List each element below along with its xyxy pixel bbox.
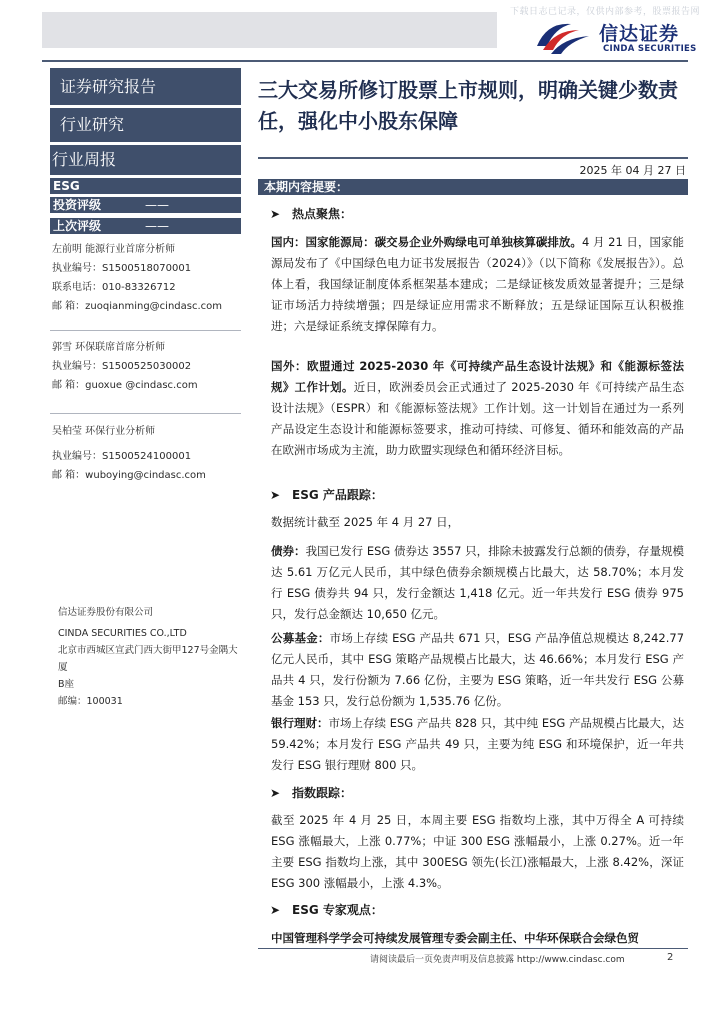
stats-intro: 数据统计截至 2025 年 4 月 27 日， — [271, 515, 460, 529]
funds-body: 市场上存续 ESG 产品共 671 只，ESG 产品净值总规模达 8,242.77 亿元人民币，其中 ESG 策略产品规模占比最大，达 46.66%；本月发行 ESG 产品共 4 只，发行份额为 7.66 亿份，主要为 ESG 策略，近一年共发行 ESG 公募基金 153 只，发行总份额为 1,535.76 亿份。 — [271, 631, 685, 708]
foreign-paragraph — [271, 356, 684, 461]
arrow-icon: ➤ — [270, 903, 281, 917]
company-name-en: CINDA SECURITIES CO.,LTD — [58, 628, 187, 639]
analyst-1-phone: 联系电话：010-83326712 — [52, 282, 176, 293]
sidebar-divider — [50, 330, 241, 331]
analyst-3-email: 邮 箱：wuboying@cindasc.com — [52, 470, 206, 481]
expert-line: 中国管理科学学会可持续发展管理专委会副主任、中华环保联合会绿色贸 — [271, 931, 639, 945]
company-postcode: 邮编：100031 — [58, 696, 123, 707]
analyst-2-license: 执业编号：S1500525030002 — [52, 361, 192, 372]
analyst-2-email: 邮 箱：guoxue @cindasc.com — [52, 380, 198, 391]
prev-rating-value: —— — [145, 219, 169, 233]
analyst-3-license: 执业编号：S1500524100001 — [52, 451, 192, 462]
sidebar-divider — [50, 413, 241, 414]
arrow-icon: ➤ — [270, 488, 281, 502]
section-index-track-label: 指数跟踪： — [292, 786, 353, 800]
section-esg-track-label: ESG 产品跟踪： — [292, 488, 383, 502]
page-title: 三大交易所修订股票上市规则，明确关键少数责任，强化中小股东保障 — [258, 78, 678, 133]
header-rule — [42, 60, 688, 62]
analyst-1-license: 执业编号：S1500518070001 — [52, 263, 192, 274]
company-info — [58, 604, 243, 710]
domestic-lead: 国内：国家能源局：碳交易企业外购绿电可单独核算碳排放。 — [271, 235, 582, 249]
watermark-text: 下载日志已记录，仅供内部参考，股票报告网 — [510, 7, 701, 17]
arrow-icon: ➤ — [270, 786, 281, 800]
brand-name-cn: 信达证券 — [599, 23, 680, 45]
esg-label — [50, 178, 241, 194]
analyst-2 — [52, 338, 198, 395]
funds-lead: 公募基金： — [271, 631, 330, 645]
sub-category-label: 行业周报 — [50, 145, 241, 175]
analyst-1 — [52, 240, 222, 316]
bonds-lead: 债券： — [271, 544, 306, 558]
brand-logo — [533, 16, 713, 62]
analyst-1-name: 左前明 能源行业首席分析师 — [52, 244, 176, 255]
brand-name-en: CINDA SECURITIES — [603, 44, 697, 54]
company-address-1: 北京市西城区宣武门西大街甲127号金隅大厦 — [58, 645, 238, 673]
bonds-body: 我国已发行 ESG 债券达 3557 只，排除未披露发行总额的债券，存量规模达 5.61 万亿元人民币，其中绿色债券余额规模占比最大，达 58.70%；本月发行 ESG 债券共 94 只，发行金额达 1,418 亿元。近一年共发行 ESG 债券 975 只，发行总金额达 10,650 亿元。 — [271, 544, 684, 621]
logo-emblem-icon — [533, 16, 595, 56]
section-hot-label: 热点聚焦： — [292, 207, 353, 221]
section-hot — [270, 205, 352, 222]
section-expert — [270, 901, 383, 918]
section-esg-track — [270, 486, 383, 503]
company-address-2: B座 — [58, 679, 75, 690]
bonds-paragraph — [271, 541, 684, 625]
foreign-body: 近日，欧洲委员会正式通过了 2025-2030 年《可持续产品生态设计法规》（ESPR）和《能源标签法规》工作计划。这一计划旨在通过为一系列产品设定生态设计和能源标签要求，推动可持续、可修复、循环和能效高的产品在欧洲市场成为主流，助力欧盟实现绿色和循环经济目标。 — [271, 380, 684, 457]
category-label: 行业研究 — [50, 108, 241, 142]
section-expert-label: ESG 专家观点： — [292, 903, 383, 917]
rating-row — [50, 197, 241, 213]
page-number: 2 — [667, 952, 674, 963]
prev-rating-label: 上次评级 — [53, 219, 102, 233]
foreign-lead: 国外：欧盟通过 2025-2030 年《可持续产品生态设计法规》和《能源标签法规》工作计划。 — [271, 359, 684, 394]
prev-rating-row — [50, 218, 241, 234]
wealth-paragraph — [271, 713, 684, 776]
title-rule — [258, 157, 688, 159]
footer-disclaimer[interactable]: 请阅读最后一页免责声明及信息披露 http://www.cindasc.com — [370, 955, 625, 965]
domestic-body: 4 月 21 日，国家能源局发布了《中国绿色电力证书发展报告（2024）》（以下简称《发展报告》）。总体上看，我国绿证制度体系框架基本建成；二是绿证核发质效显著提升；三是绿证市场活力持续增强；四是绿证应用需求不断释放；五是绿证国际互认积极推进；六是绿证系统支撑保障有力。 — [271, 235, 685, 333]
domestic-paragraph — [271, 232, 684, 337]
arrow-icon: ➤ — [270, 207, 281, 221]
funds-paragraph — [271, 628, 684, 712]
esg-text: ESG — [53, 179, 80, 193]
wealth-lead: 银行理财： — [271, 716, 329, 730]
analyst-3-name: 吴柏莹 环保行业分析师 — [52, 426, 156, 437]
analyst-1-email: 邮 箱：zuoqianming@cindasc.com — [52, 301, 223, 312]
report-type-label: 证券研究报告 — [50, 68, 241, 105]
analyst-3 — [52, 422, 206, 485]
rating-value: —— — [145, 198, 169, 212]
footer-rule — [258, 948, 688, 949]
rating-label: 投资评级 — [53, 198, 102, 212]
index-paragraph: 截至 2025 年 4 月 25 日，本周主要 ESG 指数均上涨，其中万得全 A 可持续 ESG 涨幅最大，上涨 0.77%；中证 300 ESG 涨幅最小，上涨 0.27%。近一年主要 ESG 指数均上涨，其中 300ESG 领先(长江)涨幅最大，上涨 8.42%，深证 ESG 300 涨幅最小，上涨 4.3%。 — [271, 813, 684, 890]
section-index-track — [270, 784, 352, 801]
summary-header: 本期内容提要： — [258, 179, 688, 195]
company-name-cn: 信达证券股份有限公司 — [58, 607, 154, 618]
report-date: 2025 年 04 月 27 日 — [579, 164, 686, 177]
header-banner — [42, 12, 497, 48]
wealth-body: 市场上存续 ESG 产品共 828 只，其中纯 ESG 产品规模占比最大，达 59.42%；本月发行 ESG 产品共 49 只，主要为纯 ESG 和环境保护，近一年共发行 ESG 银行理财 800 只。 — [271, 716, 684, 772]
analyst-2-name: 郭雪 环保联席首席分析师 — [52, 342, 166, 353]
